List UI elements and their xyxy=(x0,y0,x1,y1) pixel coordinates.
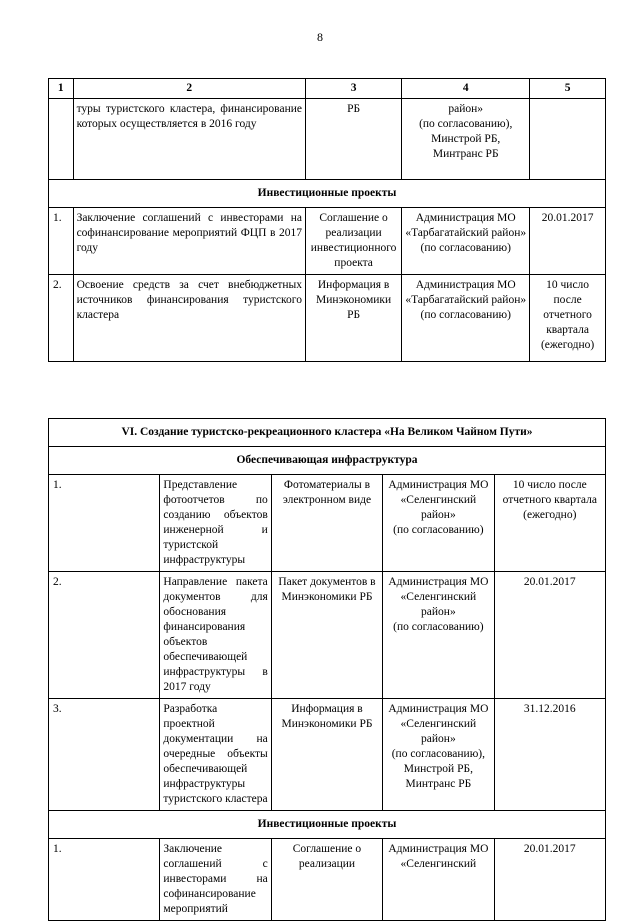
section-title: VI. Создание туристско-рекреационного кластера «На Великом Чайном Пути» xyxy=(49,419,606,447)
row-responsible: Администрация МО «Селенгинский район» (по согласованию) xyxy=(383,475,494,572)
page-number: 8 xyxy=(317,30,323,44)
row-action: Заключение соглашений с инвесторами на софинансирование мероприятий ФЦП в 2017 году xyxy=(73,208,305,275)
row-action: Заключение соглашений с инвесторами на софинансирование мероприятий xyxy=(160,839,271,921)
row-responsible: Администрация МО «Селенгинский xyxy=(383,839,494,921)
row-deadline: 20.01.2017 xyxy=(530,208,606,275)
subsection-row xyxy=(49,811,606,839)
subsection-title-invest: Инвестиционные проекты xyxy=(49,811,606,839)
row-result: Фотоматериалы в электронном виде xyxy=(271,475,382,572)
row-number: 2. xyxy=(49,572,160,699)
header-col-5: 5 xyxy=(530,79,606,99)
row-number: 1. xyxy=(49,208,74,275)
table-header-row xyxy=(49,79,606,99)
row-result: Информация в Минэкономики РБ xyxy=(271,699,382,811)
row-result: Информация в Минэкономики РБ xyxy=(305,275,401,362)
row-deadline: 20.01.2017 xyxy=(494,839,605,921)
table-row xyxy=(49,208,606,275)
subsection-row xyxy=(49,447,606,475)
row-responsible: Администрация МО «Тарбагатайский район» (по согласованию) xyxy=(402,275,530,362)
table-row xyxy=(49,275,606,362)
row-responsible: Администрация МО «Тарбагатайский район» (по согласованию) xyxy=(402,208,530,275)
row-deadline: 10 число после отчетного квартала (ежегодно) xyxy=(494,475,605,572)
header-col-1: 1 xyxy=(49,79,74,99)
row-result: РБ xyxy=(305,99,401,180)
subsection-row xyxy=(49,180,606,208)
activities-table-part1 xyxy=(48,78,606,362)
row-action: туры туристского кластера, финансирование которых осуществляется в 2016 году xyxy=(73,99,305,180)
subsection-title-infra: Обеспечивающая инфраструктура xyxy=(49,447,606,475)
row-action: Освоение средств за счет внебюджетных источников финансирования туристского кластера xyxy=(73,275,305,362)
row-number: 1. xyxy=(49,475,160,572)
row-action: Направление пакета документов для обоснования финансирования объектов обеспечивающей инфраструктуры в 2017 году xyxy=(160,572,271,699)
row-responsible: Администрация МО «Селенгинский район» (по согласованию) xyxy=(383,572,494,699)
row-deadline: 10 число после отчетного квартала (ежегодно) xyxy=(530,275,606,362)
row-number xyxy=(49,99,74,180)
table-row xyxy=(49,99,606,180)
subsection-title-invest: Инвестиционные проекты xyxy=(49,180,606,208)
row-number: 3. xyxy=(49,699,160,811)
header-col-3: 3 xyxy=(305,79,401,99)
table-row xyxy=(49,475,606,572)
row-responsible: район» (по согласованию), Минстрой РБ, Минтранс РБ xyxy=(402,99,530,180)
header-col-4: 4 xyxy=(402,79,530,99)
row-number: 2. xyxy=(49,275,74,362)
row-action: Разработка проектной документации на очередные объекты обеспечивающей инфраструктуры туристского кластера xyxy=(160,699,271,811)
row-result: Пакет документов в Минэкономики РБ xyxy=(271,572,382,699)
row-deadline: 31.12.2016 xyxy=(494,699,605,811)
row-action: Представление фотоотчетов по созданию объектов инженерной и туристской инфраструктуры xyxy=(160,475,271,572)
row-number: 1. xyxy=(49,839,160,921)
section-row xyxy=(49,419,606,447)
table-row xyxy=(49,839,606,921)
row-deadline: 20.01.2017 xyxy=(494,572,605,699)
row-result: Соглашение о реализации xyxy=(271,839,382,921)
activities-table-part2 xyxy=(48,418,606,921)
row-deadline xyxy=(530,99,606,180)
table-row xyxy=(49,572,606,699)
header-col-2: 2 xyxy=(73,79,305,99)
row-result: Соглашение о реализации инвестиционного проекта xyxy=(305,208,401,275)
row-responsible: Администрация МО «Селенгинский район» (по согласованию), Минстрой РБ, Минтранс РБ xyxy=(383,699,494,811)
table-row xyxy=(49,699,606,811)
